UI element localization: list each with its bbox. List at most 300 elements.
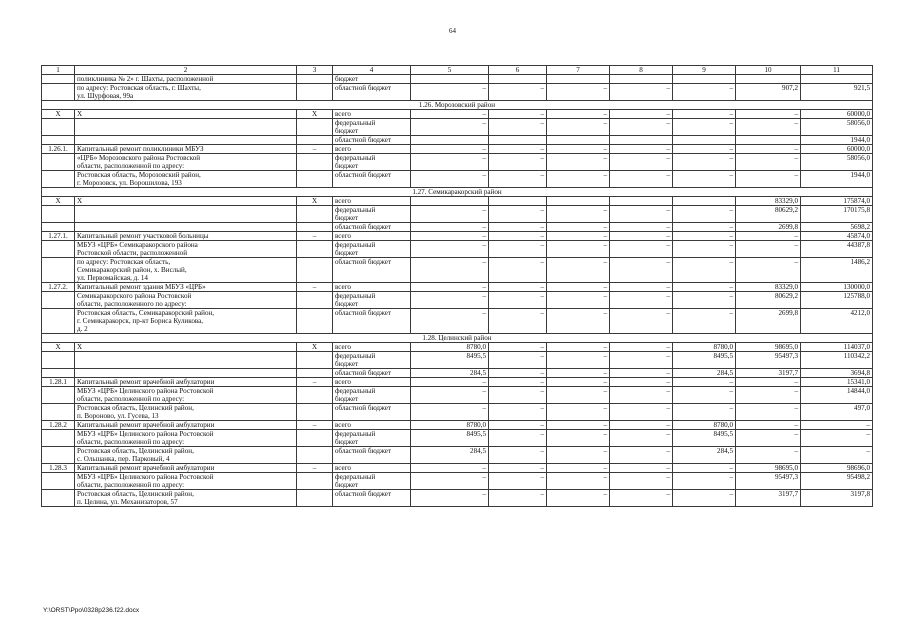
row-1-27-2-federal — [42, 292, 873, 309]
cell-col-8 — [610, 75, 673, 84]
cell-col-2 — [75, 352, 297, 369]
cell-col-8: – — [610, 464, 673, 473]
cell-col-1: 1.28.1 — [42, 378, 75, 387]
cell-col-1 — [42, 84, 75, 101]
cell-col-3 — [297, 241, 333, 258]
cell-col-3 — [297, 136, 333, 145]
cell-col-5: – — [411, 473, 489, 490]
cell-col-3 — [297, 258, 333, 283]
row-1-28-2-all — [42, 421, 873, 430]
cell-col-10: – — [736, 119, 801, 136]
section-1-28 — [42, 334, 873, 343]
cell-col-7: – — [547, 464, 610, 473]
cell-col-1 — [42, 241, 75, 258]
cell-col-2: Х — [75, 110, 297, 119]
cell-col-11: 60000,0 — [801, 145, 873, 154]
cell-col-9 — [673, 136, 736, 145]
cell-col-5 — [411, 75, 489, 84]
cell-col-10: – — [736, 154, 801, 171]
cell-col-11: – — [801, 430, 873, 447]
row-1-26-total-regional — [42, 136, 873, 145]
cell-col-1 — [42, 387, 75, 404]
row-1-28-3-federal — [42, 473, 873, 490]
cell-col-10: – — [736, 241, 801, 258]
section-title: 1.28. Целинский район — [42, 334, 873, 343]
cell-col-5: 284,5 — [411, 369, 489, 378]
cell-col-5: – — [411, 232, 489, 241]
cell-col-2: Семикаракорского района Ростовской области, расположенного по адресу: — [75, 292, 297, 309]
row-1-26-1-all — [42, 145, 873, 154]
cell-col-9: – — [673, 84, 736, 101]
cell-col-10 — [736, 136, 801, 145]
cell-col-2: по адресу: Ростовская область, Семикаракорский район, х. Вислый, ул. Первомайская, д. 14 — [75, 258, 297, 283]
row-1-28-total-federal — [42, 352, 873, 369]
cell-col-1 — [42, 258, 75, 283]
cell-col-3 — [297, 387, 333, 404]
column-number-9: 9 — [673, 66, 736, 75]
cell-col-11: 3694,8 — [801, 369, 873, 378]
cell-col-1 — [42, 206, 75, 223]
cell-col-6 — [489, 136, 547, 145]
cell-col-8: – — [610, 283, 673, 292]
cell-col-8: – — [610, 490, 673, 507]
cell-col-7: – — [547, 258, 610, 283]
cell-col-9 — [673, 197, 736, 206]
cell-col-10: – — [736, 232, 801, 241]
cell-col-10: 2699,8 — [736, 223, 801, 232]
cell-col-10: – — [736, 387, 801, 404]
cell-col-2: Ростовская область, Целинский район, п. Целина, ул. Механизаторов, 57 — [75, 490, 297, 507]
cell-col-5: 8495,5 — [411, 430, 489, 447]
cell-col-8 — [610, 197, 673, 206]
cell-col-9: – — [673, 283, 736, 292]
cell-col-5: – — [411, 119, 489, 136]
cell-col-7: – — [547, 430, 610, 447]
cell-col-7: – — [547, 352, 610, 369]
cell-col-1 — [42, 292, 75, 309]
cell-col-9: – — [673, 404, 736, 421]
cell-col-1 — [42, 352, 75, 369]
cell-col-3: Х — [297, 110, 333, 119]
cell-col-9: – — [673, 378, 736, 387]
row-1-26-1-federal — [42, 154, 873, 171]
cell-col-10: 2699,8 — [736, 309, 801, 334]
cell-col-3: Х — [297, 343, 333, 352]
cell-col-7: – — [547, 110, 610, 119]
cell-col-6: – — [489, 292, 547, 309]
cell-col-9: – — [673, 232, 736, 241]
cell-col-8: – — [610, 232, 673, 241]
section-title: 1.27. Семикаракорский район — [42, 188, 873, 197]
cell-col-11: 58056,0 — [801, 119, 873, 136]
cell-col-7: – — [547, 292, 610, 309]
cont-row-1 — [42, 75, 873, 84]
cell-col-7: – — [547, 241, 610, 258]
cell-col-3 — [297, 206, 333, 223]
cell-col-6: – — [489, 171, 547, 188]
cell-col-1 — [42, 75, 75, 84]
cell-col-7: – — [547, 343, 610, 352]
cell-col-3: – — [297, 145, 333, 154]
cell-col-6: – — [489, 232, 547, 241]
row-1-27-2-regional — [42, 309, 873, 334]
cell-col-7: – — [547, 232, 610, 241]
cell-col-3 — [297, 404, 333, 421]
column-number-header — [42, 66, 873, 75]
cell-col-8: – — [610, 110, 673, 119]
cell-col-1 — [42, 223, 75, 232]
cell-col-5 — [411, 197, 489, 206]
cell-col-9: – — [673, 154, 736, 171]
cell-col-9: – — [673, 464, 736, 473]
cell-col-10: – — [736, 404, 801, 421]
section-1-27 — [42, 188, 873, 197]
cell-col-2 — [75, 369, 297, 378]
cell-col-5: 8495,5 — [411, 352, 489, 369]
cell-col-2: Капитальный ремонт здания МБУЗ «ЦРБ» — [75, 283, 297, 292]
cell-col-8: – — [610, 430, 673, 447]
cell-col-4: федеральный бюджет — [333, 352, 411, 369]
cell-col-11: 60000,0 — [801, 110, 873, 119]
cell-col-5: – — [411, 283, 489, 292]
cell-col-4: областной бюджет — [333, 171, 411, 188]
row-1-27-1-all — [42, 232, 873, 241]
cell-col-6: – — [489, 421, 547, 430]
cell-col-3 — [297, 119, 333, 136]
cell-col-10: 98695,0 — [736, 343, 801, 352]
cell-col-8: – — [610, 309, 673, 334]
cell-col-4: федеральный бюджет — [333, 241, 411, 258]
cell-col-3 — [297, 171, 333, 188]
cell-col-11: 98696,0 — [801, 464, 873, 473]
cell-col-11: – — [801, 447, 873, 464]
cell-col-4: всего — [333, 464, 411, 473]
cell-col-7: – — [547, 145, 610, 154]
cell-col-4: федеральный бюджет — [333, 292, 411, 309]
cell-col-4: федеральный бюджет — [333, 473, 411, 490]
cell-col-7: – — [547, 490, 610, 507]
cell-col-11: 1944,0 — [801, 136, 873, 145]
row-1-28-3-regional — [42, 490, 873, 507]
cell-col-3 — [297, 292, 333, 309]
cell-col-8: – — [610, 154, 673, 171]
cell-col-3 — [297, 490, 333, 507]
cell-col-4: областной бюджет — [333, 258, 411, 283]
row-1-27-total-all — [42, 197, 873, 206]
cell-col-4: областной бюджет — [333, 223, 411, 232]
cell-col-1: 1.27.1. — [42, 232, 75, 241]
cell-col-5: – — [411, 223, 489, 232]
cell-col-5: – — [411, 378, 489, 387]
cell-col-6: – — [489, 387, 547, 404]
cell-col-10: 80629,2 — [736, 292, 801, 309]
cell-col-4: федеральный бюджет — [333, 206, 411, 223]
cell-col-2: Капитальный ремонт поликлиники МБУЗ — [75, 145, 297, 154]
cell-col-3: Х — [297, 197, 333, 206]
cell-col-7: – — [547, 283, 610, 292]
row-1-28-total-regional — [42, 369, 873, 378]
cell-col-6 — [489, 197, 547, 206]
cell-col-4: всего — [333, 343, 411, 352]
cell-col-2 — [75, 206, 297, 223]
cell-col-4: областной бюджет — [333, 447, 411, 464]
cell-col-11: 170175,8 — [801, 206, 873, 223]
cell-col-10: – — [736, 171, 801, 188]
cell-col-7 — [547, 136, 610, 145]
cell-col-8: – — [610, 206, 673, 223]
cell-col-5: – — [411, 258, 489, 283]
cell-col-10: – — [736, 421, 801, 430]
cell-col-2: поликлиника № 2» г. Шахты, расположенной — [75, 75, 297, 84]
cell-col-10: 98695,0 — [736, 464, 801, 473]
cell-col-4: областной бюджет — [333, 369, 411, 378]
cell-col-5: – — [411, 84, 489, 101]
cell-col-9: – — [673, 110, 736, 119]
cell-col-1: Х — [42, 197, 75, 206]
cell-col-6: – — [489, 154, 547, 171]
column-number-11: 11 — [801, 66, 873, 75]
cell-col-2: МБУЗ «ЦРБ» Семикаракорского района Ростовской области, расположенной — [75, 241, 297, 258]
cell-col-2: МБУЗ «ЦРБ» Целинского района Ростовской области, расположенной по адресу: — [75, 387, 297, 404]
cell-col-8: – — [610, 404, 673, 421]
cell-col-6: – — [489, 404, 547, 421]
cell-col-7: – — [547, 119, 610, 136]
cell-col-6: – — [489, 84, 547, 101]
cell-col-11: 1486,2 — [801, 258, 873, 283]
cell-col-8: – — [610, 352, 673, 369]
column-number-2: 2 — [75, 66, 297, 75]
row-1-27-1-regional — [42, 258, 873, 283]
row-1-28-2-federal — [42, 430, 873, 447]
cell-col-2 — [75, 223, 297, 232]
column-number-8: 8 — [610, 66, 673, 75]
cell-col-4: областной бюджет — [333, 136, 411, 145]
cell-col-9: – — [673, 145, 736, 154]
cell-col-4: всего — [333, 145, 411, 154]
row-1-27-total-regional — [42, 223, 873, 232]
cell-col-9: – — [673, 258, 736, 283]
cell-col-8: – — [610, 421, 673, 430]
cell-col-6: – — [489, 309, 547, 334]
cell-col-10: – — [736, 145, 801, 154]
column-number-3: 3 — [297, 66, 333, 75]
cell-col-5: – — [411, 490, 489, 507]
cell-col-10: 3197,7 — [736, 490, 801, 507]
cell-col-1 — [42, 171, 75, 188]
cell-col-5: 8780,0 — [411, 343, 489, 352]
cell-col-1 — [42, 447, 75, 464]
cell-col-6: – — [489, 447, 547, 464]
column-number-6: 6 — [489, 66, 547, 75]
cell-col-11: 110342,2 — [801, 352, 873, 369]
cell-col-5 — [411, 136, 489, 145]
cell-col-9: – — [673, 292, 736, 309]
column-number-10: 10 — [736, 66, 801, 75]
cell-col-10: 3197,7 — [736, 369, 801, 378]
cell-col-8: – — [610, 119, 673, 136]
cell-col-11: 3197,8 — [801, 490, 873, 507]
cell-col-5: – — [411, 404, 489, 421]
cell-col-7: – — [547, 84, 610, 101]
cell-col-4: федеральный бюджет — [333, 119, 411, 136]
row-1-28-3-all — [42, 464, 873, 473]
cell-col-3 — [297, 473, 333, 490]
cell-col-5: – — [411, 387, 489, 404]
cell-col-5: – — [411, 110, 489, 119]
column-number-1: 1 — [42, 66, 75, 75]
column-number-4: 4 — [333, 66, 411, 75]
cell-col-6: – — [489, 464, 547, 473]
cell-col-6: – — [489, 241, 547, 258]
cell-col-10: – — [736, 447, 801, 464]
cell-col-6 — [489, 75, 547, 84]
cell-col-2: Капитальный ремонт участковой больницы — [75, 232, 297, 241]
cell-col-3: – — [297, 378, 333, 387]
cell-col-9: – — [673, 119, 736, 136]
cell-col-5: – — [411, 309, 489, 334]
row-1-28-1-federal — [42, 387, 873, 404]
cell-col-11: 5698,2 — [801, 223, 873, 232]
cell-col-10: – — [736, 258, 801, 283]
cell-col-3: – — [297, 464, 333, 473]
cell-col-4: всего — [333, 110, 411, 119]
section-1-26 — [42, 101, 873, 110]
cell-col-1 — [42, 473, 75, 490]
cell-col-3: – — [297, 283, 333, 292]
cell-col-8: – — [610, 145, 673, 154]
cell-col-7: – — [547, 387, 610, 404]
cell-col-10: – — [736, 378, 801, 387]
cell-col-3: – — [297, 232, 333, 241]
cell-col-3 — [297, 75, 333, 84]
cell-col-9 — [673, 75, 736, 84]
cell-col-11: 15341,0 — [801, 378, 873, 387]
cell-col-1 — [42, 430, 75, 447]
cell-col-4: всего — [333, 197, 411, 206]
cell-col-8: – — [610, 223, 673, 232]
cell-col-4: областной бюджет — [333, 84, 411, 101]
cell-col-5: – — [411, 154, 489, 171]
cell-col-5: – — [411, 145, 489, 154]
cell-col-6: – — [489, 206, 547, 223]
row-1-28-1-regional — [42, 404, 873, 421]
cell-col-6: – — [489, 352, 547, 369]
cell-col-10 — [736, 75, 801, 84]
cell-col-8: – — [610, 258, 673, 283]
cell-col-1 — [42, 154, 75, 171]
cell-col-8: – — [610, 387, 673, 404]
cell-col-7: – — [547, 369, 610, 378]
cell-col-8: – — [610, 241, 673, 258]
cell-col-2: Капитальный ремонт врачебной амбулатории — [75, 421, 297, 430]
cell-col-8: – — [610, 447, 673, 464]
cell-col-3 — [297, 430, 333, 447]
cell-col-6: – — [489, 258, 547, 283]
cell-col-4: федеральный бюджет — [333, 154, 411, 171]
cell-col-3 — [297, 309, 333, 334]
cell-col-2: «ЦРБ» Морозовского района Ростовской области, расположенной по адресу: — [75, 154, 297, 171]
cell-col-8: – — [610, 343, 673, 352]
cell-col-2: Ростовская область, Морозовский район, г. Морозовск, ул. Ворошилова, 193 — [75, 171, 297, 188]
cell-col-8: – — [610, 378, 673, 387]
column-number-5: 5 — [411, 66, 489, 75]
cell-col-8 — [610, 136, 673, 145]
cell-col-5: – — [411, 241, 489, 258]
cell-col-1: Х — [42, 343, 75, 352]
cell-col-8: – — [610, 171, 673, 188]
cell-col-6: – — [489, 430, 547, 447]
cont-row-2 — [42, 84, 873, 101]
cell-col-9: – — [673, 309, 736, 334]
cell-col-2 — [75, 136, 297, 145]
cell-col-10: – — [736, 430, 801, 447]
cell-col-11: 175874,0 — [801, 197, 873, 206]
cell-col-4: всего — [333, 421, 411, 430]
cell-col-11: – — [801, 421, 873, 430]
cell-col-3 — [297, 84, 333, 101]
cell-col-7: – — [547, 447, 610, 464]
cell-col-2: Капитальный ремонт врачебной амбулатории — [75, 378, 297, 387]
cell-col-6: – — [489, 119, 547, 136]
cell-col-11: 1944,0 — [801, 171, 873, 188]
cell-col-1 — [42, 309, 75, 334]
cell-col-8: – — [610, 369, 673, 378]
cell-col-3: – — [297, 421, 333, 430]
cell-col-1: 1.26.1. — [42, 145, 75, 154]
cell-col-9: 8495,5 — [673, 430, 736, 447]
cell-col-8: – — [610, 292, 673, 309]
cell-col-9: – — [673, 206, 736, 223]
cell-col-6: – — [489, 378, 547, 387]
cell-col-9: – — [673, 387, 736, 404]
cell-col-1: Х — [42, 110, 75, 119]
cell-col-7: – — [547, 473, 610, 490]
cell-col-2: МБУЗ «ЦРБ» Целинского района Ростовской области, расположенной по адресу: — [75, 473, 297, 490]
cell-col-5: – — [411, 292, 489, 309]
cell-col-2: МБУЗ «ЦРБ» Целинского района Ростовской области, расположенной по адресу: — [75, 430, 297, 447]
section-title: 1.26. Морозовский район — [42, 101, 873, 110]
cell-col-6: – — [489, 473, 547, 490]
cell-col-3 — [297, 369, 333, 378]
cell-col-1 — [42, 404, 75, 421]
cell-col-3 — [297, 447, 333, 464]
cell-col-6: – — [489, 490, 547, 507]
row-1-26-total-federal — [42, 119, 873, 136]
cell-col-2: Ростовская область, Целинский район, с. Ольшанка, пер. Парковый, 4 — [75, 447, 297, 464]
cell-col-1 — [42, 136, 75, 145]
cell-col-2 — [75, 119, 297, 136]
cell-col-6: – — [489, 223, 547, 232]
cell-col-4: всего — [333, 378, 411, 387]
cell-col-7: – — [547, 206, 610, 223]
cell-col-11: 114037,0 — [801, 343, 873, 352]
cell-col-2: Х — [75, 343, 297, 352]
cell-col-10: 83329,0 — [736, 197, 801, 206]
cell-col-1: 1.28.3 — [42, 464, 75, 473]
cell-col-2: Ростовская область, Семикаракорский район, г. Семикаракорск, пр-кт Бориса Куликова, д. 2 — [75, 309, 297, 334]
cell-col-4: всего — [333, 232, 411, 241]
cell-col-5: 284,5 — [411, 447, 489, 464]
cell-col-11 — [801, 75, 873, 84]
cell-col-10: 83329,0 — [736, 283, 801, 292]
cell-col-8: – — [610, 84, 673, 101]
cell-col-7 — [547, 197, 610, 206]
cell-col-11: 921,5 — [801, 84, 873, 101]
cell-col-6: – — [489, 343, 547, 352]
cell-col-2: Капитальный ремонт врачебной амбулатории — [75, 464, 297, 473]
cell-col-3 — [297, 352, 333, 369]
cell-col-9: 284,5 — [673, 369, 736, 378]
